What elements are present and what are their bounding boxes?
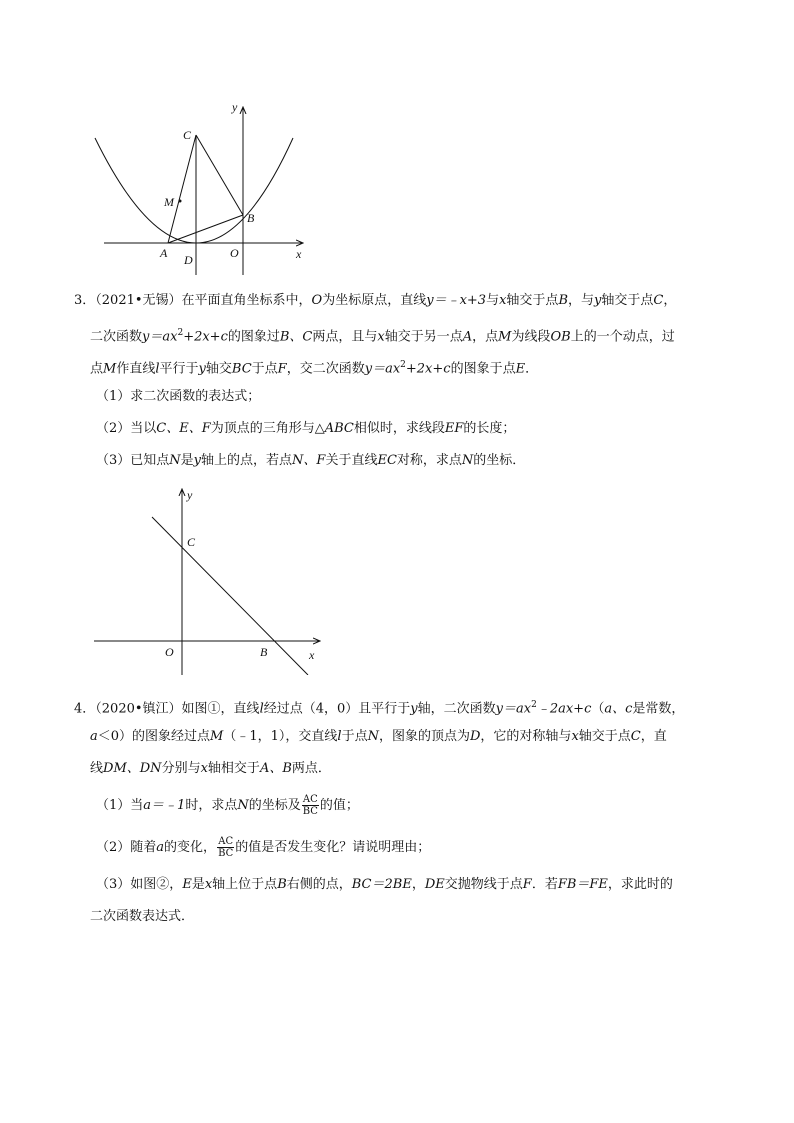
q3-line-1: 3．（2021•无锡）在平面直角坐标系中，O为坐标原点，直线y＝﹣x+3与x轴交于点B，与y轴交于点C， (74, 293, 677, 308)
q4-sub-1: （1）当a＝﹣1时，求点N的坐标及 $\frac{AC}{BC}$ 的值； (96, 794, 359, 817)
q4-sub-3-cont: 二次函数表达式． (90, 909, 195, 924)
label-O: O (165, 645, 174, 659)
label-B: B (260, 645, 268, 659)
label-B: B (247, 211, 255, 225)
fraction-ac-bc: $\frac{AC}{BC}$ (302, 794, 318, 817)
label-y: y (232, 100, 238, 114)
label-x: x (296, 247, 302, 261)
q3-sub-2: （2）当以C、E、F为顶点的三角形与△ABC相似时，求线段EF的长度； (96, 421, 516, 436)
segment-CB (196, 135, 243, 215)
label-M: M (164, 195, 174, 209)
parabola (95, 138, 293, 243)
q4-sub-3: （3）如图②，E是x轴上位于点B右侧的点，BC＝2BE，DE交抛物线于点F．若FB＝FE，求此时的 (96, 877, 673, 892)
q4-line-1: 4．（2020•镇江）如图①，直线l经过点（4，0）且平行于y轴，二次函数$y=ax^2﹣2ax+c(a$、c是常数， (74, 700, 685, 717)
label-C: C (183, 128, 192, 142)
q3-sub-1: （1）求二次函数的表达式； (96, 389, 261, 404)
figure-2 (90, 485, 330, 675)
label-y: y (187, 488, 193, 502)
label-A: A (160, 246, 168, 260)
q3-line-2: 二次函数$y=ax^2+2x+c$的图象过B、C两点，且与x轴交于另一点A，点M为线段OB上的一个动点，过 (90, 328, 675, 345)
segment-AC (168, 135, 196, 243)
label-x: x (309, 648, 315, 662)
fraction-ac-bc: $\frac{AC}{BC}$ (218, 836, 234, 859)
q3-sub-3: （3）已知点N是y轴上的点，若点N、F关于直线EC对称，求点N的坐标． (96, 453, 526, 468)
q4-sub-2: （2）随着a的变化， $\frac{AC}{BC}$ 的值是否发生变化？请说明理由； (96, 836, 431, 859)
q4-line-3: 线DM、DN分别与x轴相交于A、B两点． (90, 761, 331, 776)
label-C: C (187, 535, 196, 549)
q4-line-2: a＜0）的图象经过点M（﹣1，1），交直线l于点N，图象的顶点为D，它的对称轴与x轴交于点C，直 (90, 729, 667, 744)
line-BC (152, 517, 308, 675)
figure-1 (90, 95, 315, 275)
label-O: O (230, 246, 239, 260)
point-M (179, 200, 182, 203)
q3-line-3: 点M作直线l平行于y轴交BC于点F，交二次函数$y=ax^2+2x+c$的图象于点E． (90, 360, 539, 377)
label-D: D (184, 253, 193, 267)
